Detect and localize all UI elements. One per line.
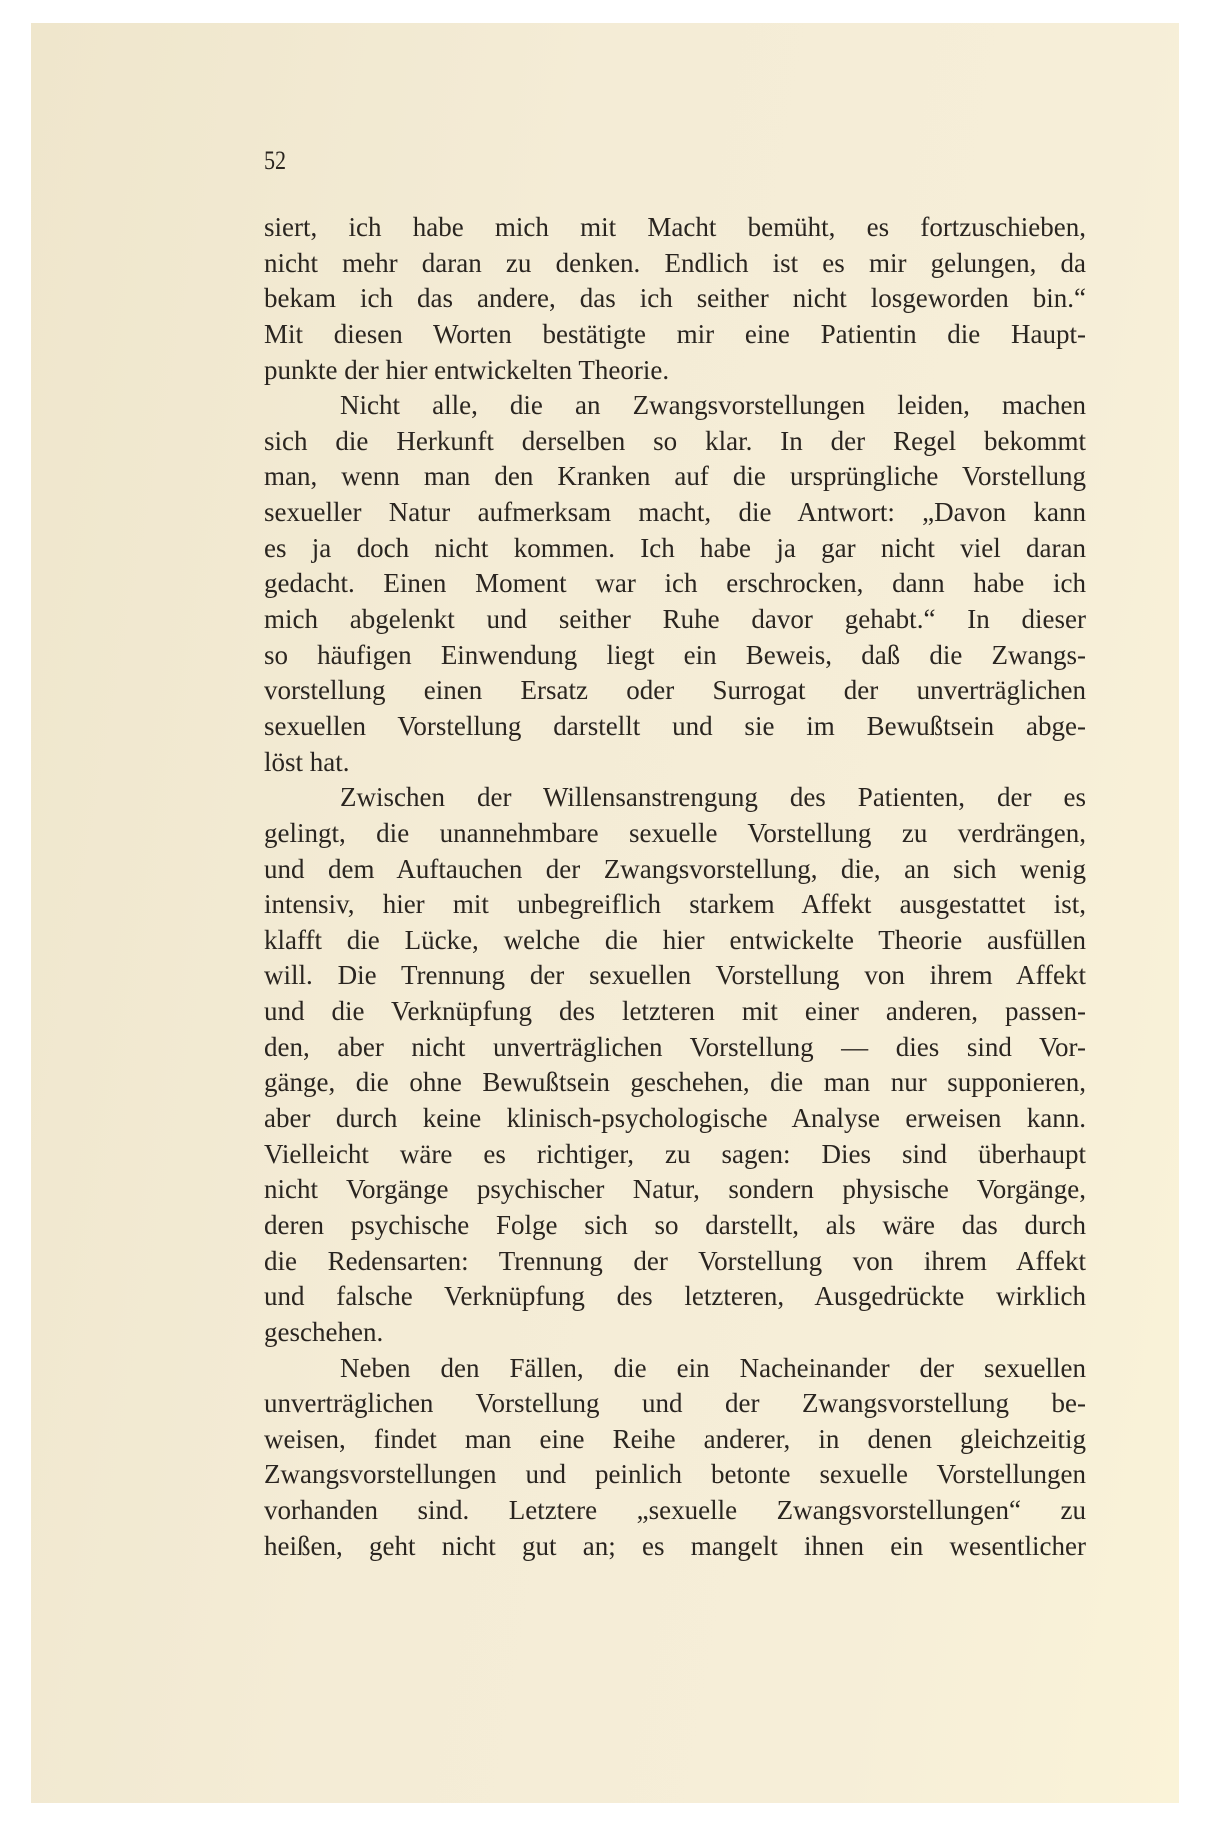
text-line: und die Verknüpfung des letzteren mit einer anderen, passen- — [264, 996, 1086, 1027]
text-line: so häufigen Einwendung liegt ein Beweis, daß die Zwangs- — [264, 639, 1086, 670]
text-line: nicht mehr daran zu denken. Endlich ist es mir gelungen, da — [264, 247, 1086, 278]
text-line: bekam ich das andere, das ich seither nicht losgeworden bin.“ — [264, 283, 1086, 314]
text-line: punkte der hier entwickelten Theorie. — [264, 354, 670, 385]
text-line: sich die Herkunft derselben so klar. In der Regel bekommt — [264, 425, 1086, 456]
text-line: vorstellung einen Ersatz oder Surrogat der unverträglichen — [264, 675, 1086, 706]
text-line: Mit diesen Worten bestätigte mir eine Patientin die Haupt- — [264, 318, 1086, 349]
text-line: löst hat. — [264, 746, 350, 777]
text-line: gelingt, die unannehmbare sexuelle Vorstellung zu verdrängen, — [264, 817, 1086, 848]
text-line: nicht Vorgänge psychischer Natur, sondern physische Vorgänge, — [264, 1174, 1086, 1205]
text-line: den, aber nicht unverträglichen Vorstellung — dies sind Vor- — [264, 1031, 1086, 1062]
text-line: geschehen. — [264, 1316, 384, 1347]
text-line: Zwangsvorstellungen und peinlich betonte sexuelle Vorstellungen — [264, 1459, 1086, 1490]
text-line: siert, ich habe mich mit Macht bemüht, es fortzuschieben, — [264, 212, 1086, 242]
text-line: mich abgelenkt und seither Ruhe davor gehabt.“ In dieser — [264, 604, 1086, 635]
body-text — [264, 210, 1086, 1564]
text-line: deren psychische Folge sich so darstellt, als wäre das durch — [264, 1209, 1086, 1240]
text-line: weisen, findet man eine Reihe anderer, in denen gleichzeitig — [264, 1423, 1086, 1454]
text-line: Nicht alle, die an Zwangsvorstellungen leiden, machen — [340, 390, 1086, 421]
text-line: und falsche Verknüpfung des letzteren, Ausgedrückte wirklich — [264, 1281, 1086, 1312]
text-line: gänge, die ohne Bewußtsein geschehen, die man nur supponieren, — [264, 1067, 1086, 1098]
text-line: heißen, geht nicht gut an; es mangelt ihnen ein wesentlicher — [264, 1530, 1086, 1561]
text-line: vorhanden sind. Letztere „sexuelle Zwangsvorstellungen“ zu — [264, 1495, 1086, 1526]
text-line: es ja doch nicht kommen. Ich habe ja gar nicht viel daran — [264, 532, 1086, 563]
text-line: Vielleicht wäre es richtiger, zu sagen: Dies sind überhaupt — [264, 1138, 1086, 1169]
text-line: klafft die Lücke, welche die hier entwickelte Theorie ausfüllen — [264, 924, 1086, 955]
text-line: sexueller Natur aufmerksam macht, die Antwort: „Davon kann — [264, 497, 1086, 528]
text-line: aber durch keine klinisch-psychologische Analyse erweisen kann. — [264, 1103, 1086, 1134]
text-line: und dem Auftauchen der Zwangsvorstellung, die, an sich wenig — [264, 853, 1086, 884]
text-line: gedacht. Einen Moment war ich erschrocken, dann habe ich — [264, 568, 1086, 599]
text-line: will. Die Trennung der sexuellen Vorstellung von ihrem Affekt — [264, 960, 1086, 991]
text-line: sexuellen Vorstellung darstellt und sie im Bewußtsein abge- — [264, 710, 1086, 741]
text-line: man, wenn man den Kranken auf die ursprüngliche Vorstellung — [264, 461, 1086, 492]
text-line: intensiv, hier mit unbegreiflich starkem Affekt ausgestattet ist, — [264, 889, 1086, 920]
text-line: die Redensarten: Trennung der Vorstellung von ihrem Affekt — [264, 1245, 1086, 1276]
text-line: unverträglichen Vorstellung und der Zwangsvorstellung be- — [264, 1388, 1086, 1419]
page-number: 52 — [264, 146, 287, 175]
text-line: Neben den Fällen, die ein Nacheinander der sexuellen — [340, 1352, 1086, 1383]
text-line: Zwischen der Willensanstrengung des Patienten, der es — [340, 782, 1086, 813]
